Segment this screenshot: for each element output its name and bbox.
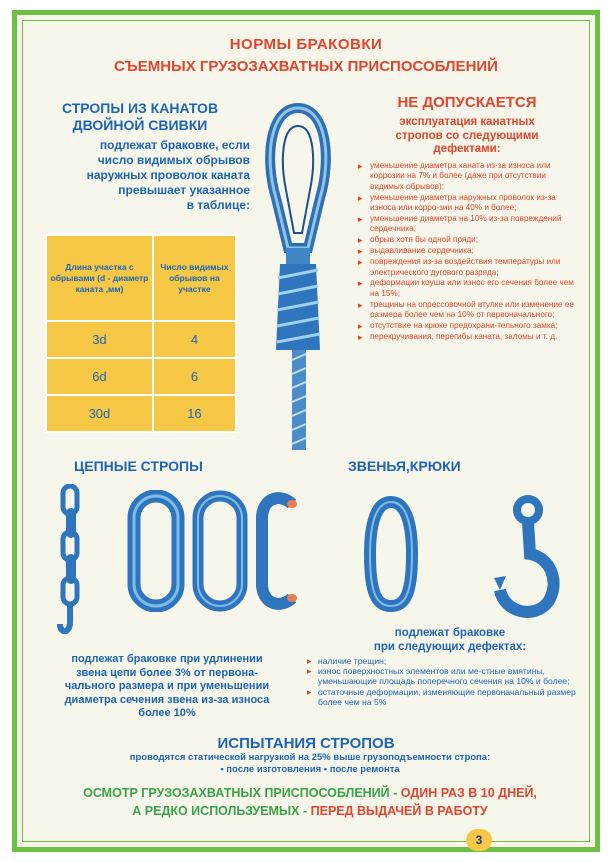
tests-line: проводятся статической нагрузкой на 25% выше грузоподъемности стропа: xyxy=(129,752,491,763)
col-length-header: Длина участка с обрывами (d - диаметр каната ,мм) xyxy=(46,235,153,321)
chain-link-worn-icon xyxy=(190,490,250,612)
table-header-row xyxy=(46,235,236,321)
chain-illustration xyxy=(52,484,92,644)
list-item: ▸ остаточные деформации, изменяющие первоначальный размер более чем на 5% xyxy=(306,687,590,707)
table-row xyxy=(46,358,236,395)
subheading-line: стропов со следующими xyxy=(395,129,539,142)
list-item: ▸ уменьшение диаметра наружных проволок из-за износа или корро-зии на 40% и более; xyxy=(356,193,578,214)
chain-link-intact-icon xyxy=(126,490,186,612)
list-item: ▸ перекручивания, перегибы каната, заломы и т. д. xyxy=(356,332,578,342)
links-subheading-line: при следующих дефектах: xyxy=(373,640,527,653)
chain-text-line: диаметра сечения звена из-за износа xyxy=(64,693,270,706)
not-allowed-subheading xyxy=(356,116,578,157)
table-row xyxy=(46,321,236,358)
rope-heading-line: ДВОЙНОЙ СВИВКИ xyxy=(72,117,208,133)
links-subheading-line: подлежат браковке xyxy=(394,627,506,639)
list-item: ▸ обрыв хотя бы одной пряди; xyxy=(356,235,578,245)
list-item: ▸ трещины на опрессовочной втулке или изменение ее размера более чем на 10% от первоначального; xyxy=(356,300,578,321)
chain-rejection-text xyxy=(36,653,298,721)
rope-heading xyxy=(40,100,240,134)
inspection-period: ОДИН РАЗ В 10 ДНЕЙ, xyxy=(400,786,537,800)
list-item: ▸ уменьшение диаметра каната из-за износа или коррозии на 7% и более (даже при отсутствии видимых обрывов); xyxy=(356,161,578,192)
page-number: 3 xyxy=(466,829,492,851)
intro-line: превышает указанное xyxy=(118,183,250,197)
rope-intro xyxy=(40,138,250,213)
list-item: ▸ наличие трещин; xyxy=(306,656,590,666)
inspection-line-2 xyxy=(36,804,584,818)
title-line-1: НОРМЫ БРАКОВКИ xyxy=(229,36,383,53)
list-item: ▸ уменьшение диаметра на 10% из-за повреждений сердечника; xyxy=(356,214,578,235)
intro-line: наружных проволок каната xyxy=(86,168,250,182)
list-item: ▸ выдавливание сердечника; xyxy=(356,246,578,256)
intro-line: подлежат браковке, если xyxy=(99,138,250,152)
cell-breaks: 16 xyxy=(153,395,236,432)
intro-line: число видимых обрывов xyxy=(97,153,250,167)
chain-link-cracked-icon xyxy=(252,490,302,612)
inspection-text: А РЕДКО ИСПОЛЬЗУЕМЫХ - xyxy=(132,804,308,818)
tests-text xyxy=(50,752,570,776)
subheading-line: эксплуатация канатных xyxy=(399,116,535,128)
pear-link-icon xyxy=(362,494,420,614)
rope-breaks-table xyxy=(45,234,237,433)
cell-length: 30d xyxy=(46,395,153,432)
rope-heading-line: СТРОПЫ ИЗ КАНАТОВ xyxy=(61,100,219,116)
tests-line: • после изготовления • после ремонта xyxy=(220,764,400,775)
links-hooks-heading: ЗВЕНЬЯ,КРЮКИ xyxy=(348,458,461,474)
cell-breaks: 4 xyxy=(153,321,236,358)
list-item: ▸ отсутствие на крюке предохрани-тельного замка; xyxy=(356,321,578,331)
chain-text-line: более 10% xyxy=(138,707,196,719)
inspection-text: ОСМОТР ГРУЗОЗАХВАТНЫХ ПРИСПОСОБЛЕНИЙ - xyxy=(83,786,398,800)
chain-text-line: подлежат браковке при удлинении xyxy=(71,653,263,665)
chain-slings-heading: ЦЕПНЫЕ СТРОПЫ xyxy=(74,458,203,474)
inspection-line-1 xyxy=(36,786,584,800)
list-item: ▸ повреждения из-за воздействия температуры или электрического дугового разряда; xyxy=(356,257,578,278)
tests-heading: ИСПЫТАНИЯ СТРОПОВ xyxy=(217,735,395,752)
table-row xyxy=(46,395,236,432)
chain-text-line: звена цепи более 3% от первона- xyxy=(76,666,258,679)
rope-defects-list xyxy=(356,161,578,343)
cell-length: 3d xyxy=(46,321,153,358)
chain-text-line: чального размера и при уменьшении xyxy=(64,680,270,692)
hook-icon xyxy=(490,492,570,622)
hook-defects-list xyxy=(306,656,590,707)
links-subheading xyxy=(330,627,570,654)
col-breaks-header: Число видимых обрывов на участке xyxy=(153,235,236,321)
inspection-period: ПЕРЕД ВЫДАЧЕЙ В РАБОТУ xyxy=(310,804,488,818)
subheading-line: дефектами: xyxy=(433,143,501,155)
list-item: ▸ износ поверхностных элементов или ме-стные вмятины, уменьшающие площадь поперечного сечения на 10% и более; xyxy=(306,666,590,686)
rope-sling-illustration xyxy=(250,98,350,458)
title-line-2: СЪЕМНЫХ ГРУЗОЗАХВАТНЫХ ПРИСПОСОБЛЕНИЙ xyxy=(114,58,498,75)
cell-length: 6d xyxy=(46,358,153,395)
not-allowed-heading: НЕ ДОПУСКАЕТСЯ xyxy=(397,94,537,111)
cell-breaks: 6 xyxy=(153,358,236,395)
list-item: ▸ деформации коуша или износ его сечения более чем на 15%; xyxy=(356,278,578,299)
intro-line: в таблице: xyxy=(186,198,250,212)
